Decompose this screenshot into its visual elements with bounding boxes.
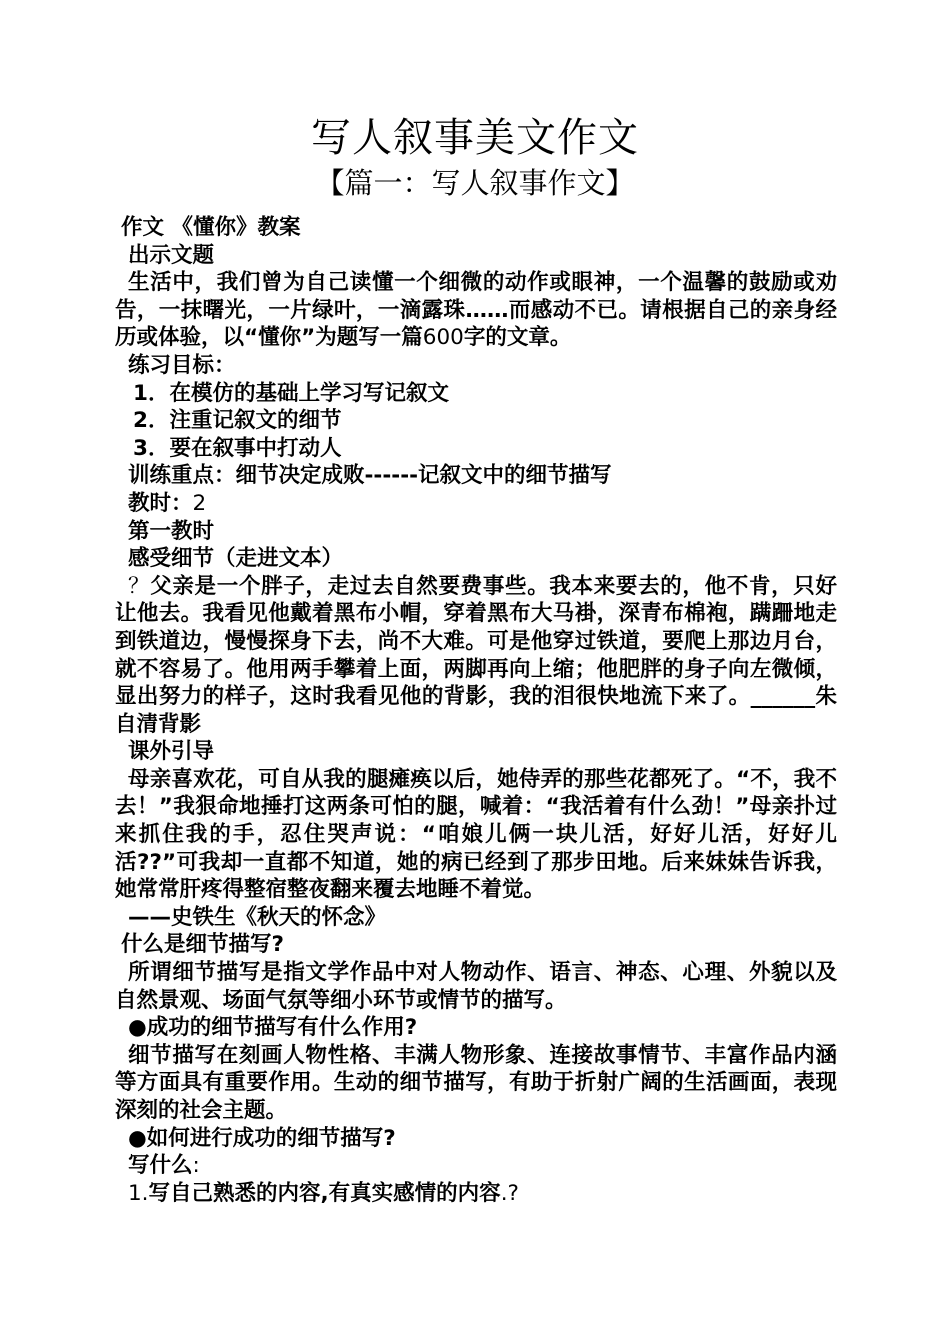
what-to-write-label: 写什么 (128, 1153, 193, 1179)
section-heading-topic: 出示文题 (128, 242, 215, 268)
shi-tiesheng-text: 母亲喜欢花，可自从我的腿瘫痪以后，她侍弄的那些花都死了。“不，我不去！”我狠命地捶打这两条可怕的腿，喊着：“我活着有什么劲！”母亲扑过来抓住我的手，忍住哭声说：“咱娘儿俩一块儿活，好好儿活，好好儿活??”可我却一直都不知道，她的病已经到了那步田地。后来妹妹告诉我，她常常肝疼得整宿整夜翻来覆去地睡不着觉。 (115, 766, 837, 903)
class-hours-label: 教时： (128, 490, 193, 516)
function-text: 细节描写在刻画人物性格、丰满人物形象、连接故事情节、丰富作品内涵等方面具有重要作用。生动的细节描写，有助于折射广阔的生活画面，表现深刻的社会主题。 (115, 1042, 837, 1123)
class-hours (115, 490, 837, 518)
section-heading-first-period: 第一教时 (128, 518, 215, 544)
class-hours-value: 2 (192, 490, 207, 516)
training-focus: 训练重点：细节决定成败------记叙文中的细节描写 (128, 463, 612, 489)
paragraph-function (115, 1042, 837, 1125)
section-heading-feel-details: 感受细节（走进文本） (128, 546, 344, 572)
document-body (115, 214, 837, 1207)
section-heading-extracurricular: 课外引导 (128, 739, 215, 765)
write-item-1-text: 写自己熟悉的内容,有真实感情的内容 (148, 1180, 501, 1206)
definition-text: 所谓细节描写是指文学作品中对人物动作、语言、神态、心理、外貌以及自然景观、场面气氛等细小环节或情节的描写。 (115, 960, 837, 1013)
document-title: 写人叙事美文作文 (311, 115, 639, 161)
paragraph-prompt (115, 269, 837, 352)
paragraph-zhu-ziqing (115, 573, 837, 739)
goal-item-3: 3．要在叙事中打动人 (133, 435, 342, 461)
what-to-write (115, 1152, 837, 1180)
goal-item-2: 2．注重记叙文的细节 (133, 408, 342, 434)
write-item-1-number: 1. (128, 1180, 149, 1206)
write-item-1-end: .? (500, 1180, 519, 1206)
question-function: ●成功的细节描写有什么作用? (128, 1015, 418, 1041)
shi-tiesheng-source: ——史铁生《秋天的怀念》 (128, 904, 387, 930)
write-item-1 (115, 1180, 837, 1208)
what-to-write-colon: : (192, 1153, 200, 1179)
question-what-is-detail: 什么是细节描写? (121, 932, 284, 958)
section-heading-goals: 练习目标： (128, 352, 236, 378)
lesson-title: 作文 《懂你》教案 (121, 215, 301, 240)
prompt-text-end: 字的文章。 (463, 325, 572, 351)
document-subtitle: 【篇一：写人叙事作文】 (315, 166, 635, 200)
paragraph-definition (115, 959, 837, 1014)
prompt-number: 600 (422, 325, 464, 351)
paragraph-shi-tiesheng (115, 766, 837, 904)
zhu-ziqing-text: 父亲是一个胖子，走过去自然要费事些。我本来要去的，他不肯，只好让他去。我看见他戴着黑布小帽，穿着黑布大马褂，深青布棉袍，蹒跚地走到铁道边，慢慢探身下去，尚不大难。可是他穿过铁道，要爬上那边月台，就不容易了。他用两手攀着上面，两脚再向上缩；他肥胖的身子向左微倾，显出努力的样子，这时我看见他的背影，我的泪很快地流下来了。______朱自清背影 (115, 573, 837, 737)
prompt-text: 生活中，我们曾为自己读懂一个细微的动作或眼神，一个温馨的鼓励或劝告，一抹曙光，一片绿叶，一滴露珠……而感动不已。请根据自己的亲身经历或体验，以“懂你”为题写一篇 (115, 270, 837, 351)
question-how-to: ●如何进行成功的细节描写? (128, 1125, 396, 1151)
goal-item-1: 1．在模仿的基础上学习写记叙文 (133, 380, 449, 406)
question-mark: ？ (128, 573, 151, 599)
